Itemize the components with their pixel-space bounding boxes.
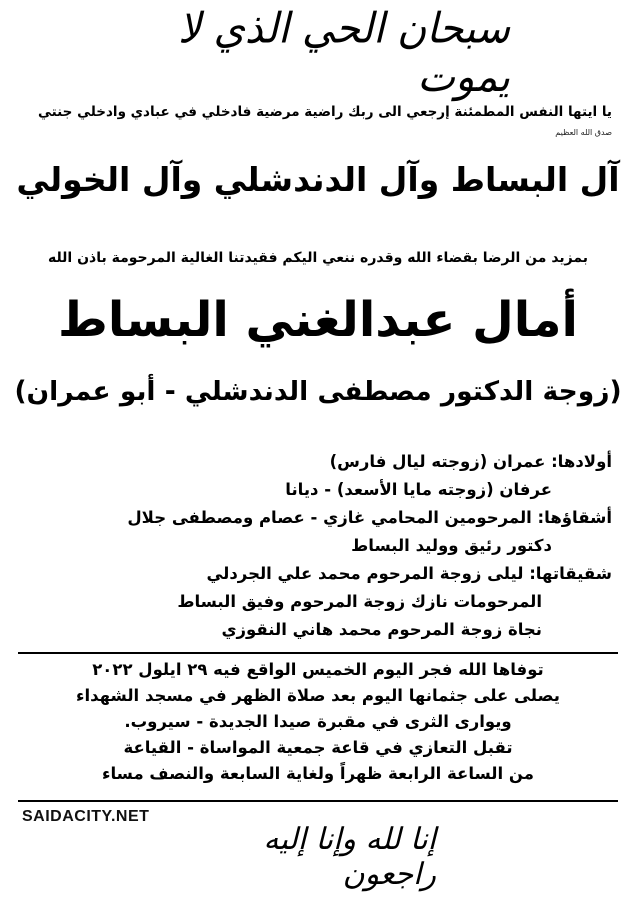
bottom-calligraphy: إنا لله وإنا إليه راجعون — [263, 822, 436, 892]
funeral-line: توفاها الله فجر اليوم الخميس الواقع فيه ٢٩ ايلول ٢٠٢٢ — [92, 660, 544, 679]
deceased-name: أمال عبدالغني البساط — [58, 292, 578, 348]
relatives-line: المرحومات نازك زوجة المرحوم وفيق البساط — [177, 592, 542, 611]
funeral-line: تقبل التعازي في قاعة جمعية المواساة - القياعة — [123, 738, 513, 757]
families-heading: آل البساط وآل الدندشلي وآل الخولي — [16, 160, 620, 199]
quran-verse: يا ايتها النفس المطمئنة إرجعي الى ربك راضية مرضية فادخلي في عبادي وادخلي جنتي — [38, 104, 612, 120]
section-divider — [18, 652, 618, 654]
funeral-line: يصلى على جثمانها اليوم بعد صلاة الظهر في مسجد الشهداء — [76, 686, 560, 705]
announcement-line: بمزيد من الرضا بقضاء الله وقدره ننعي اليكم فقيدتنا الغالية المرحومة باذن الله — [47, 250, 589, 266]
section-divider — [18, 800, 618, 802]
site-watermark: SAIDACITY.NET — [22, 808, 150, 825]
verse-source: صدق الله العظيم — [555, 128, 612, 137]
top-calligraphy: سبحان الحي الذي لا يموت — [178, 4, 510, 102]
relatives-line: أولادها: عمران (زوجته ليال فارس) — [329, 452, 612, 471]
funeral-line: ويوارى الثرى في مقبرة صيدا الجديدة - سيروب. — [124, 712, 512, 731]
deceased-spouse: (زوجة الدكتور مصطفى الدندشلي - أبو عمران) — [14, 376, 622, 407]
funeral-line: من الساعة الرابعة ظهراً ولغاية السابعة والنصف مساء — [102, 764, 534, 783]
relatives-line: عرفان (زوجته مايا الأسعد) - ديانا — [285, 480, 552, 499]
relatives-line: أشقاؤها: المرحومين المحامي غازي - عصام ومصطفى جلال — [127, 508, 612, 527]
relatives-line: دكتور رئيق ووليد البساط — [351, 536, 552, 555]
relatives-line: نجاة زوجة المرحوم محمد هاني النقوزي — [221, 620, 542, 639]
relatives-line: شقيقاتها: ليلى زوجة المرحوم محمد علي الجردلي — [206, 564, 612, 583]
